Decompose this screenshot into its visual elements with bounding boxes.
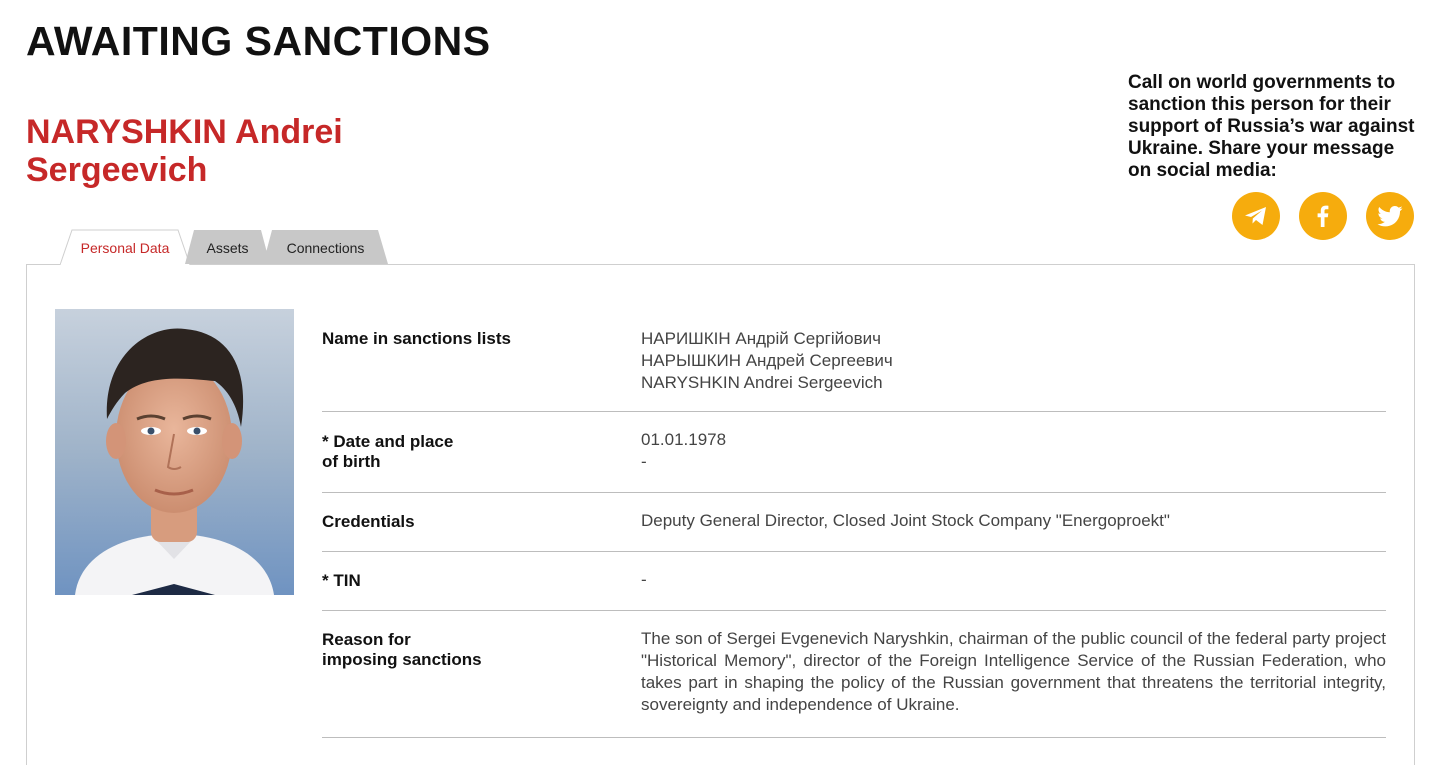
tab-label: Connections xyxy=(286,240,365,256)
telegram-share-button[interactable] xyxy=(1232,192,1280,240)
tab-connections[interactable] xyxy=(263,229,388,264)
names-label: Name in sanctions lists xyxy=(322,329,511,348)
row-reason xyxy=(322,611,1386,738)
name-ukrainian: НАРИШКІН Андрій Сергійович xyxy=(641,329,881,348)
person-photo xyxy=(55,309,294,595)
twitter-icon xyxy=(1375,201,1405,231)
reason-label-line1: Reason for xyxy=(322,630,411,649)
dob-label-line1: * Date and place xyxy=(322,432,454,451)
name-latin: NARYSHKIN Andrei Sergeevich xyxy=(641,373,883,392)
tab-assets[interactable] xyxy=(185,229,270,264)
person-name xyxy=(26,113,343,189)
row-sanction-names xyxy=(322,309,1386,412)
person-name-line1: NARYSHKIN Andrei xyxy=(26,113,343,151)
row-date-place-of-birth xyxy=(322,412,1386,493)
share-panel xyxy=(1128,72,1418,182)
tab-label: Assets xyxy=(206,240,249,256)
telegram-icon xyxy=(1241,201,1271,231)
dob-value xyxy=(641,429,1386,473)
tab-personal-data[interactable] xyxy=(60,229,190,264)
name-russian: НАРЫШКИН Андрей Сергеевич xyxy=(641,351,893,370)
tab-label: Personal Data xyxy=(80,240,170,256)
row-credentials xyxy=(322,493,1386,552)
dob-date: 01.01.1978 xyxy=(641,430,727,449)
credentials-label: Credentials xyxy=(322,512,415,531)
reason-label xyxy=(322,630,482,670)
reason-label-line2: imposing sanctions xyxy=(322,650,482,669)
portrait-image xyxy=(55,309,294,595)
names-value xyxy=(641,328,1386,394)
share-icons xyxy=(1232,192,1414,240)
personal-data-panel xyxy=(26,264,1415,765)
dob-label-line2: of birth xyxy=(322,452,381,471)
twitter-share-button[interactable] xyxy=(1366,192,1414,240)
status-heading: AWAITING SANCTIONS xyxy=(26,18,491,64)
person-name-line2: Sergeevich xyxy=(26,151,208,189)
dob-label xyxy=(322,432,453,472)
reason-value: The son of Sergei Evgenevich Naryshkin, chairman of the public council of the federal party project "Historical Memory", director of the Foreign Intelligence Service of the Russian Federation, who takes part in shaping the policy of the Russian government that threatens the territorial integrity, sovereignty and independence of Ukraine. xyxy=(641,629,1386,714)
credentials-value: Deputy General Director, Closed Joint Stock Company "Energoproekt" xyxy=(641,511,1170,530)
row-tin xyxy=(322,552,1386,611)
tin-label: * TIN xyxy=(322,571,361,590)
share-message: Call on world governments to sanction this person for their support of Russia’s war against Ukraine. Share your message on social media: xyxy=(1128,72,1415,181)
dob-place: - xyxy=(641,452,647,471)
details-table xyxy=(322,309,1386,738)
facebook-icon xyxy=(1308,201,1338,231)
tin-value: - xyxy=(641,570,647,589)
facebook-share-button[interactable] xyxy=(1299,192,1347,240)
